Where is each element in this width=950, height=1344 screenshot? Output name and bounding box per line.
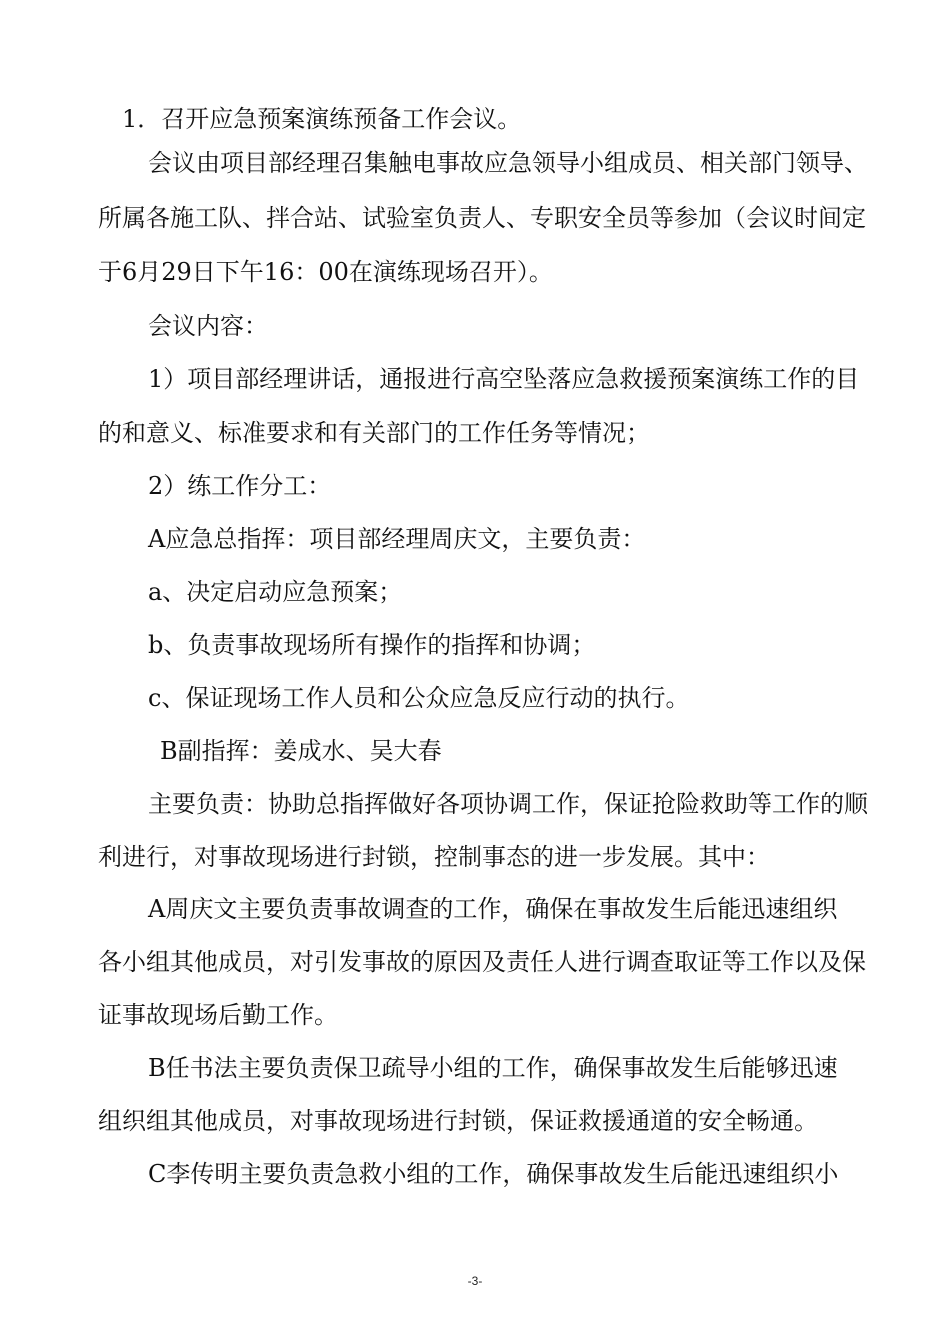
text-line: 2）练工作分工： [148, 472, 332, 500]
text-line: 1．召开应急预案演练预备工作会议。 [122, 105, 522, 133]
text-line: 的和意义、标准要求和有关部门的工作任务等情况； [98, 419, 650, 447]
text-line: C李传明主要负责急救小组的工作，确保事故发生后能迅速组织小 [148, 1160, 839, 1188]
text-line: B任书法主要负责保卫疏导小组的工作，确保事故发生后能够迅速 [148, 1054, 838, 1082]
text-line: b、负责事故现场所有操作的指挥和协调； [148, 631, 596, 659]
text-line: 于6月29日下午16：00在演练现场召开）。 [98, 258, 553, 286]
text-line: 1）项目部经理讲话，通报进行高空坠落应急救援预案演练工作的目 [148, 365, 860, 393]
text-line: 会议内容： [148, 312, 268, 340]
text-line: a、决定启动应急预案； [148, 578, 403, 606]
text-line: 所属各施工队、拌合站、试验室负责人、专职安全员等参加（会议时间定 [98, 204, 866, 232]
text-line: 利进行，对事故现场进行封锁，控制事态的进一步发展。其中： [98, 843, 770, 871]
text-line: c、保证现场工作人员和公众应急反应行动的执行。 [148, 684, 690, 712]
page-number: -3- [467, 1274, 483, 1288]
text-line: 各小组其他成员，对引发事故的原因及责任人进行调查取证等工作以及保 [98, 948, 866, 976]
text-line: 会议由项目部经理召集触电事故应急领导小组成员、相关部门领导、 [148, 149, 868, 177]
text-line: A应急总指挥：项目部经理周庆文，主要负责： [148, 525, 646, 553]
text-line: 证事故现场后勤工作。 [98, 1001, 338, 1029]
text-line: A周庆文主要负责事故调查的工作，确保在事故发生后能迅速组织 [148, 895, 838, 923]
text-line: 组织组其他成员，对事故现场进行封锁，保证救援通道的安全畅通。 [98, 1107, 818, 1135]
text-line: B副指挥：姜成水、吴大春 [160, 737, 442, 765]
text-line: 主要负责：协助总指挥做好各项协调工作，保证抢险救助等工作的顺 [148, 790, 868, 818]
